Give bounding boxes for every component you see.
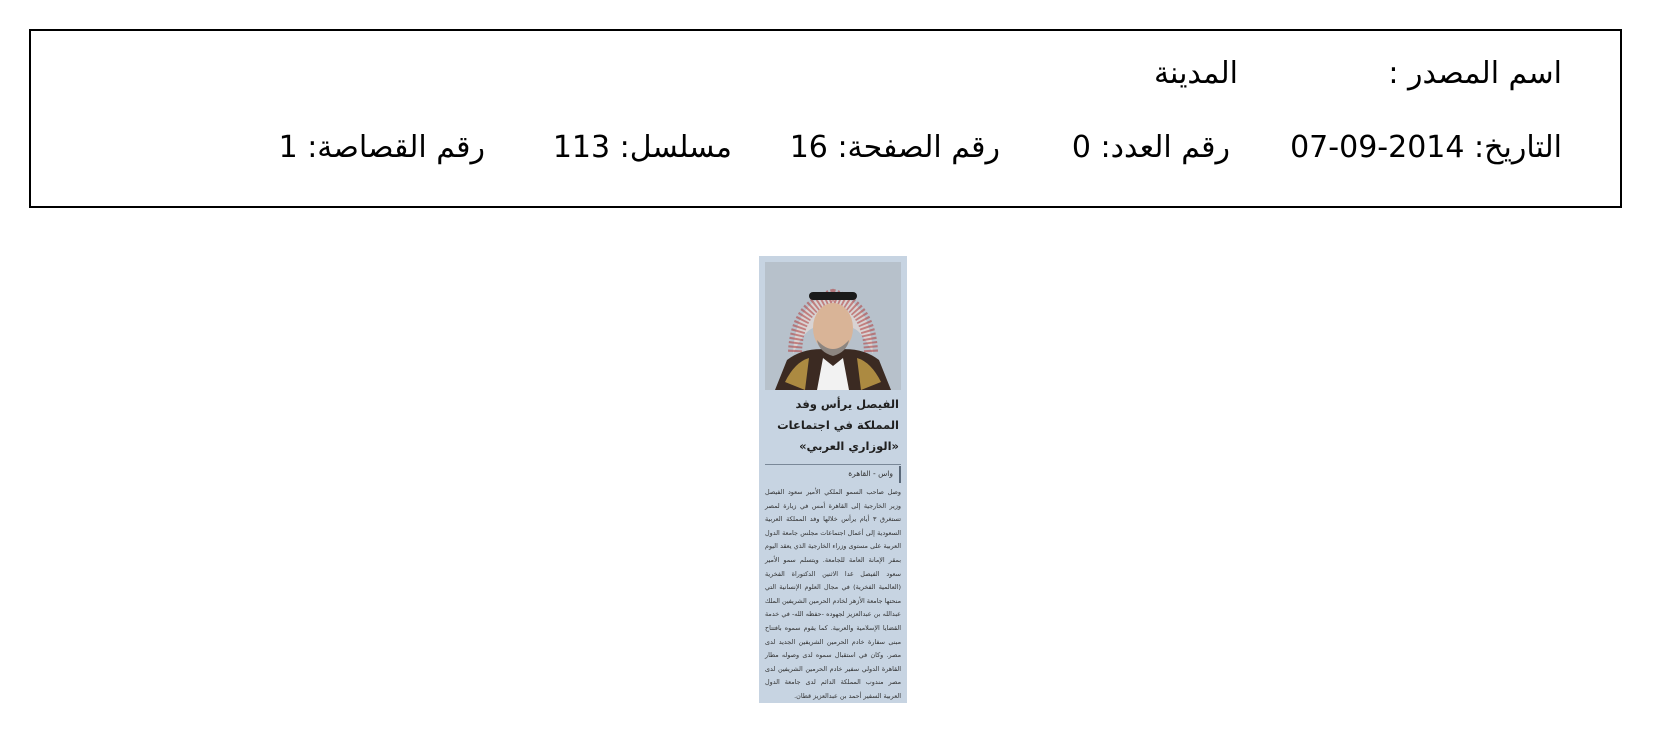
article-headline: الفيصل يرأس وفد المملكة في اجتماعات «الوزاري العربي» [777,397,899,453]
newspaper-clipping [759,256,907,703]
divider [765,464,901,465]
issue-number-field: رقم العدد: 0 [1071,130,1230,165]
byline-marker [899,466,901,483]
portrait-illustration [765,262,901,390]
article-byline: واس - القاهرة [848,469,893,478]
clipping-info-box [29,29,1622,208]
page-number-field: رقم الصفحة: 16 [789,130,1000,165]
clip-number-field: رقم القصاصة: 1 [278,130,485,165]
serial-field: مسلسل: 113 [552,130,732,165]
source-value: المدينة [1153,56,1238,91]
article-body: وصل صاحب السمو الملكي الأمير سعود الفيصل وزير الخارجية إلى القاهرة أمس في زيارة لمصر تستغرق ٣ أيام يرأس خلالها وفد المملكة العربية السعودية إلى أعمال اجتماعات مجلس جامعة الدول العربية على مستوى وزراء الخارجية الذي يعقد اليوم بمقر الإمانة العامة للجامعة. ويتسلم سمو الأمير سعود الفيصل غدا الاثنين الدكتوراة الفخرية (العالمية الفخرية) في مجال العلوم الإنسانية التي منحتها جامعة الأزهر لخادم الحرمين الشريفين الملك عبدالله بن عبدالعزيز لجهوده -حفظه الله- في خدمة القضايا الإسلامية والعربية. كما يقوم سموه بافتتاح مبنى سفارة خادم الحرمين الشريفين الجديد لدى مصر. وكان في استقبال سموه لدى وصوله مطار القاهرة الدولي سفير خادم الحرمين الشريفين لدى مصر مندوب المملكة الدائم لدى جامعة الدول العربية السفير أحمد بن عبدالعزيز قطان. [765,488,901,700]
date-field: التاريخ: 2014-09-07 [1290,130,1562,165]
source-label: اسم المصدر : [1388,56,1562,91]
portrait-photo [765,262,901,390]
